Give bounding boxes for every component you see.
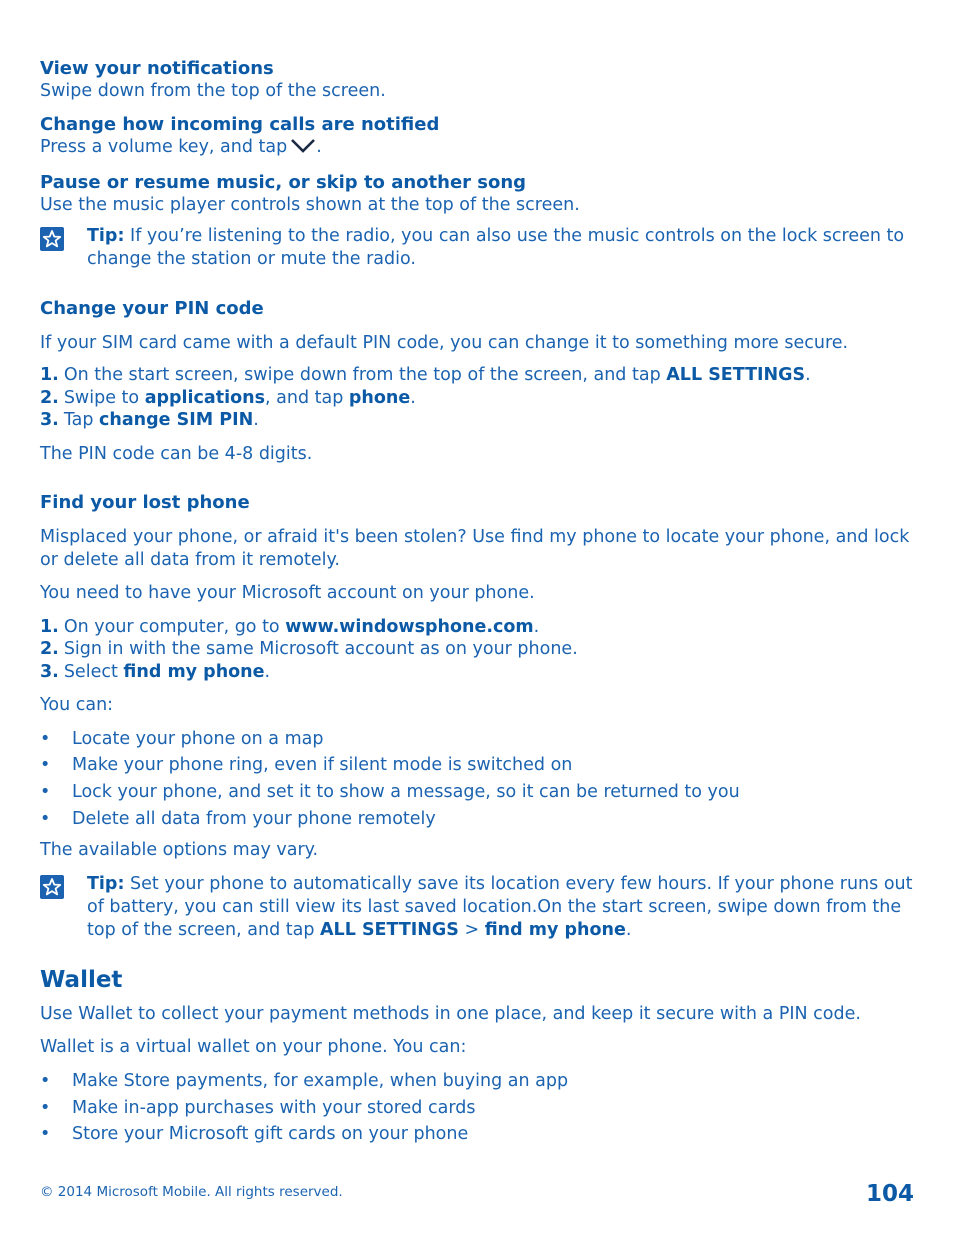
list-item: 3. Select find my phone.	[40, 661, 271, 682]
star-icon	[40, 875, 64, 899]
lost-phone-account: You need to have your Microsoft account on your phone.	[40, 583, 535, 603]
list-item: • Store your Microsoft gift cards on your phone	[40, 1124, 469, 1145]
tip-text: If you’re listening to the radio, you can also use the music controls on the lock screen to change the station or mute the radio.	[87, 225, 905, 269]
lost-phone-options	[40, 726, 915, 833]
list-item: 2. Swipe to applications, and tap phone.	[40, 387, 416, 408]
list-item: 2. Sign in with the same Microsoft account as on your phone.	[40, 639, 578, 659]
pin-intro: If your SIM card came with a default PIN code, you can change it to something more secure.	[40, 332, 849, 353]
list-item: • Make in-app purchases with your stored cards	[40, 1097, 476, 1118]
lost-phone-steps	[40, 616, 915, 684]
incoming-calls-text	[40, 136, 915, 162]
options-vary-text: The available options may vary.	[40, 840, 319, 861]
wallet-options	[40, 1068, 915, 1148]
page-content	[40, 58, 915, 1148]
list-item: 1. On the start screen, swipe down from the top of the screen, and tap ALL SETTINGS.	[40, 365, 811, 385]
heading-incoming-calls: Change how incoming calls are notified	[40, 113, 440, 135]
tip-radio	[40, 225, 915, 271]
list-item: • Lock your phone, and set it to show a message, so it can be returned to you	[40, 781, 740, 802]
heading-wallet: Wallet	[40, 966, 123, 993]
wallet-intro: Use Wallet to collect your payment methods in one place, and keep it secure with a PIN code.	[40, 1003, 861, 1024]
list-item: • Make Store payments, for example, when buying an app	[40, 1070, 569, 1091]
list-item: • Locate your phone on a map	[40, 728, 324, 749]
music-text: Use the music player controls shown at the top of the screen.	[40, 195, 580, 215]
copyright-footer: © 2014 Microsoft Mobile. All rights reserved.	[40, 1184, 343, 1200]
heading-music: Pause or resume music, or skip to another song	[40, 172, 527, 193]
incoming-calls-text-before: Press a volume key, and tap	[40, 136, 288, 157]
heading-find-lost-phone: Find your lost phone	[40, 492, 250, 513]
pin-steps	[40, 364, 915, 432]
heading-change-pin: Change your PIN code	[40, 297, 264, 319]
chevron-down-icon	[290, 137, 316, 162]
list-item: 1. On your computer, go to www.windowsphone.com.	[40, 616, 540, 637]
windowsphone-link[interactable]: www.windowsphone.com	[285, 616, 534, 637]
you-can-text: You can:	[40, 695, 114, 715]
wallet-can: Wallet is a virtual wallet on your phone. You can:	[40, 1037, 467, 1058]
tip-location: Tip: Set your phone to automatically save its location every few hours. If your phone runs out of battery, you can still view its last saved location.On the start screen, swipe down from the top of the screen, and tap ALL SETTINGS > find my phone.	[40, 873, 915, 942]
notifications-text: Swipe down from the top of the screen.	[40, 81, 386, 101]
list-item: • Delete all data from your phone remotely	[40, 808, 436, 829]
page-number: 104	[865, 1181, 914, 1207]
incoming-calls-text-after: .	[316, 136, 322, 157]
list-item: 3. Tap change SIM PIN.	[40, 410, 259, 430]
lost-phone-intro: Misplaced your phone, or afraid it's been stolen? Use find my phone to locate your phone, and lock or delete all data from it remotely.	[40, 527, 910, 570]
heading-view-notifications: View your notifications	[40, 58, 274, 79]
list-item: • Make your phone ring, even if silent mode is switched on	[40, 755, 573, 776]
tip-label: Tip:	[87, 873, 125, 894]
star-icon	[40, 227, 64, 251]
pin-note: The PIN code can be 4-8 digits.	[40, 443, 313, 464]
tip-label: Tip:	[87, 225, 125, 246]
